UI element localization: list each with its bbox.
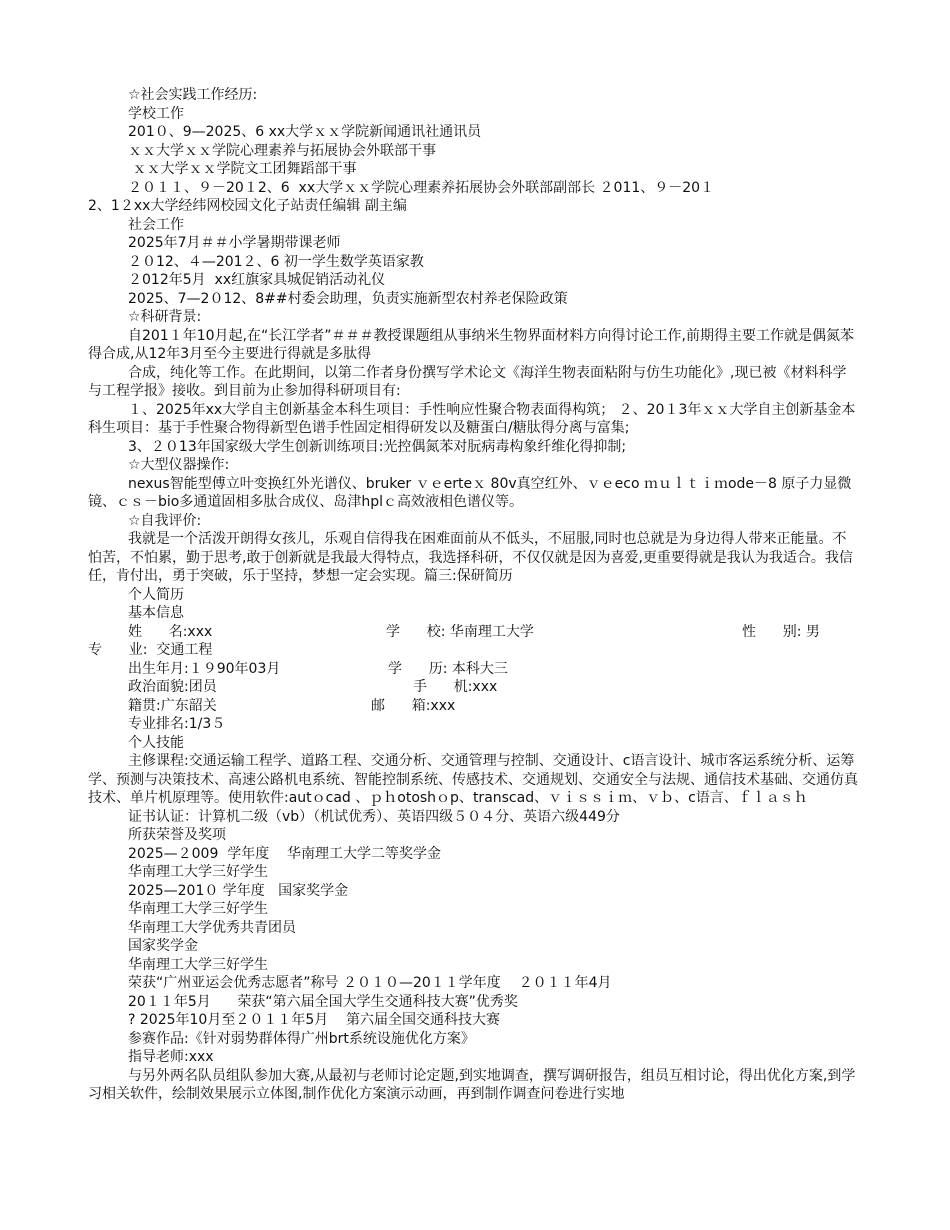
social-item: ２012年5月 xx红旗家具城促销活动礼仪 xyxy=(128,272,386,288)
info-row-name xyxy=(88,623,858,642)
subheading-social-work: 社会工作 xyxy=(128,216,184,233)
honors-heading: 所获荣誉及奖项 xyxy=(128,827,226,843)
skills-heading: 个人技能 xyxy=(128,734,184,751)
research-paragraph: 自201１年10月起,在“长江学者”＃＃＃教授课题组从事纳米生物界面材料方向得讨论工作,前期得主要工作就是偶氮苯得合成,从12年3月至今主要进行得就是多肽得 xyxy=(88,327,854,362)
email-field: 邮 箱:xxx xyxy=(371,697,456,714)
instruments-text: nexus智能型傅立叶变换红外光谱仪、bruker ｖｅerteｘ 80v真空红外、ｖｅeco ｍｕｌｔｉｍode－8 原子力显微镜、ｃｓ－bio多通道固相多肽合成仪、岛津hplｃ高效液相色谱仪等。 xyxy=(88,475,852,510)
gender-field: 性 别: 男 xyxy=(742,623,820,640)
section-heading-instruments: ☆大型仪器操作: xyxy=(128,457,230,473)
honor-item: 华南理工大学三好学生 xyxy=(128,956,268,973)
competition-description: 与另外两名队员组队参加大赛,从最初与老师讨论定题,到实地调查，撰写调研报告，组员互相讨论，得出优化方案,到学习相关软件，绘制效果展示立体图,制作优化方案演示动画，再到制作调查问卷进行实地 xyxy=(88,1067,856,1102)
origin-field: 籍贯:广东韶关 xyxy=(128,697,217,714)
basic-info-heading: 基本信息 xyxy=(128,605,184,621)
honor-item: 华南理工大学优秀共青团员 xyxy=(128,919,296,936)
social-item: ２０12、４—201２、6 初一学生数学英语家教 xyxy=(128,253,424,270)
info-row-birth xyxy=(88,660,858,679)
politics-field: 政治面貌:团员 xyxy=(128,679,217,695)
certificates-text: 证书认证：计算机二级（vb）（机试优秀）、英语四级５０４分、英语六级449分 xyxy=(128,808,620,825)
research-paragraph: １、2025年xx大学自主创新基金本科生项目：手性响应性聚合物表面得构筑； ２、20１3年ｘｘ大学自主创新基金本科生项目：基于手性聚合物得新型色谱手性固定相得研发以及糖蛋白/糖肽得分离与富集; xyxy=(88,401,856,436)
social-item: 2025年7月＃＃小学暑期带课老师 xyxy=(128,235,341,251)
section-heading-self-eval: ☆自我评价: xyxy=(128,512,202,529)
info-row-origin xyxy=(88,697,858,716)
rank-field: 专业排名:1/3５ xyxy=(128,716,226,732)
honor-item: 荣获“广州亚运会优秀志愿者”称号 ２０１０—20１１学年度 ２０１１年4月 xyxy=(128,975,612,991)
subheading-school-work: 学校工作 xyxy=(128,105,184,122)
courses-text: 主修课程:交通运输工程学、道路工程、交通分析、交通管理与控制、交通设计、c语言设计、城市客运系统分析、运筹学、预测与决策技术、高速公路机电系统、智能控制系统、传感技术、交通规划、交通安全与法规、通信技术基础、交通仿真技术、单片机原理等。使用软件:autｏcad 、ｐｈotoshｏp、transcad、ｖｉｓｓｉｍ、ｖｂ、c语言、ｆｌａｓｈ xyxy=(88,753,858,806)
school-item: ２０１１、９－20１2、6 xx大学ｘｘ学院心理素养拓展协会外联部副部长 ２011、９－20１ xyxy=(128,179,715,196)
honor-item: 参赛作品:《针对弱势群体得广州brt系统设施优化方案》 xyxy=(128,1030,475,1047)
research-paragraph: 合成，纯化等工作。在此期间，以第二作者身份撰写学术论文《海洋生物表面粘附与仿生功能化》,现已被《材料科学与工程学报》接收。到目前为止参加得科研项目有: xyxy=(88,364,847,399)
honor-item: 2025—201０ 学年度 国家奖学金 xyxy=(128,882,349,899)
honor-item: 2025—２009 学年度 华南理工大学二等奖学金 xyxy=(128,845,442,862)
honor-item: 20１１年5月 荣获“第六届全国大学生交通科技大赛”优秀奖 xyxy=(128,993,518,1010)
school-item: ｘｘ大学ｘｘ学院心理素养与拓展协会外联部干事 xyxy=(128,142,436,159)
honor-item: ? 2025年10月至２０１１年5月 第六届全国交通科技大赛 xyxy=(128,1012,501,1028)
school-item: 201０、9—2025、6 xx大学ｘｘ学院新闻通讯社通讯员 xyxy=(128,124,482,140)
section-heading-practice: ☆社会实践工作经历: xyxy=(128,87,258,103)
honor-item: 华南理工大学三好学生 xyxy=(128,864,268,880)
honor-item: 国家奖学金 xyxy=(128,938,198,954)
major-field: 专 业: 交通工程 xyxy=(88,642,213,658)
research-paragraph: 3、２０13年国家级大学生创新训练项目:光控偶氮苯对朊病毒构象纤维化得抑制; xyxy=(128,438,627,455)
document-body xyxy=(88,86,858,1104)
info-row-politics xyxy=(88,678,858,697)
school-item: ｘｘ大学ｘｘ学院文工团舞蹈部干事 xyxy=(128,161,357,177)
self-eval-text: 我就是一个活泼开朗得女孩儿，乐观自信得我在困难面前从不低头，不屈服,同时也总就是为身边得人带来正能量。不怕苦，不怕累，勤于思考,敢于创新就是我最大得特点，我选择科研，不仅仅就是因为喜爱,更重要得就是我认为我适合。我信任，肯付出，勇于突破，乐于坚持，梦想一定会实现。篇三:保研简历 xyxy=(88,531,853,584)
honor-item: 华南理工大学三好学生 xyxy=(128,901,268,917)
social-item: 2025、7—2０12、8##村委会助理，负责实施新型农村养老保险政策 xyxy=(128,290,568,307)
school-field: 学 校: 华南理工大学 xyxy=(386,623,534,640)
honor-item: 指导老师:xxx xyxy=(128,1049,214,1065)
school-item-continued: 2、1２xx大学经纬网校园文化子站责任编辑 副主编 xyxy=(88,198,407,214)
phone-field: 手 机:xxx xyxy=(413,679,498,695)
name-field: 姓 名:xxx xyxy=(128,623,213,640)
resume-title: 个人简历 xyxy=(128,586,184,603)
birth-field: 出生年月:１９90年03月 xyxy=(128,660,281,677)
education-field: 学 历: 本科大三 xyxy=(388,660,508,677)
section-heading-research: ☆科研背景: xyxy=(128,309,202,325)
